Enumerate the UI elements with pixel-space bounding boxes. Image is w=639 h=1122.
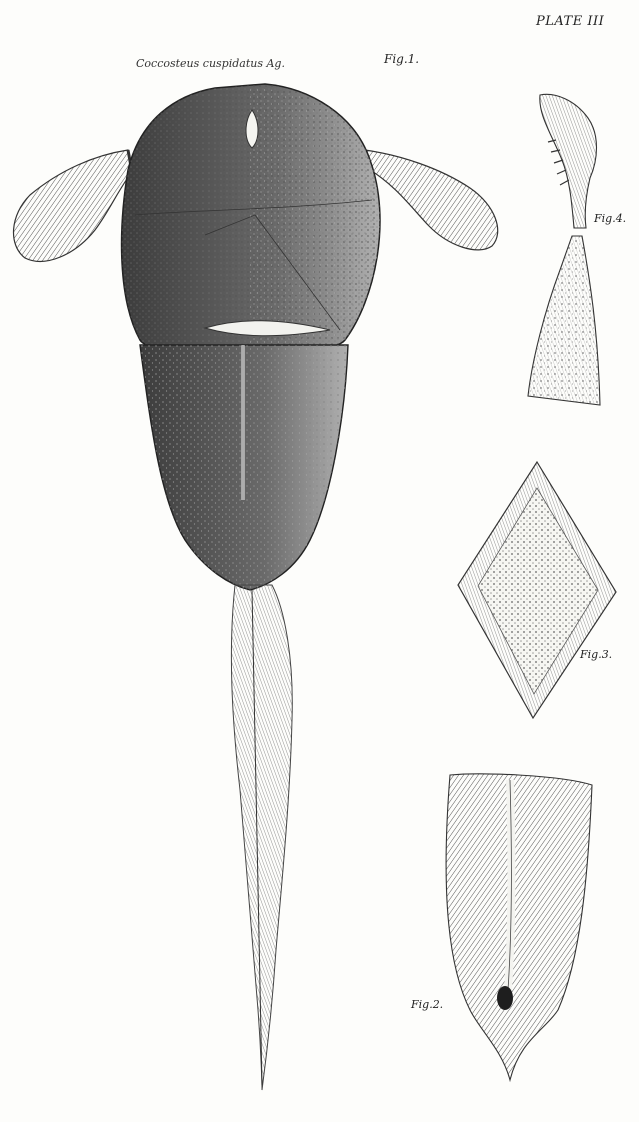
fig3-label: Fig.3.: [580, 648, 613, 661]
fig2-bone-illustration: [446, 774, 592, 1080]
fig1-fish-illustration: [14, 84, 498, 1090]
fig2-label: Fig.2.: [411, 998, 444, 1011]
plate-title: PLATE III: [536, 14, 605, 29]
species-label: Coccosteus cuspidatus Ag.: [136, 57, 285, 70]
fig3-plate-illustration: [458, 462, 616, 718]
fig4-jaw-illustration: [528, 94, 600, 405]
fig1-label: Fig.1.: [384, 52, 420, 66]
fig4-label: Fig.4.: [594, 212, 627, 225]
